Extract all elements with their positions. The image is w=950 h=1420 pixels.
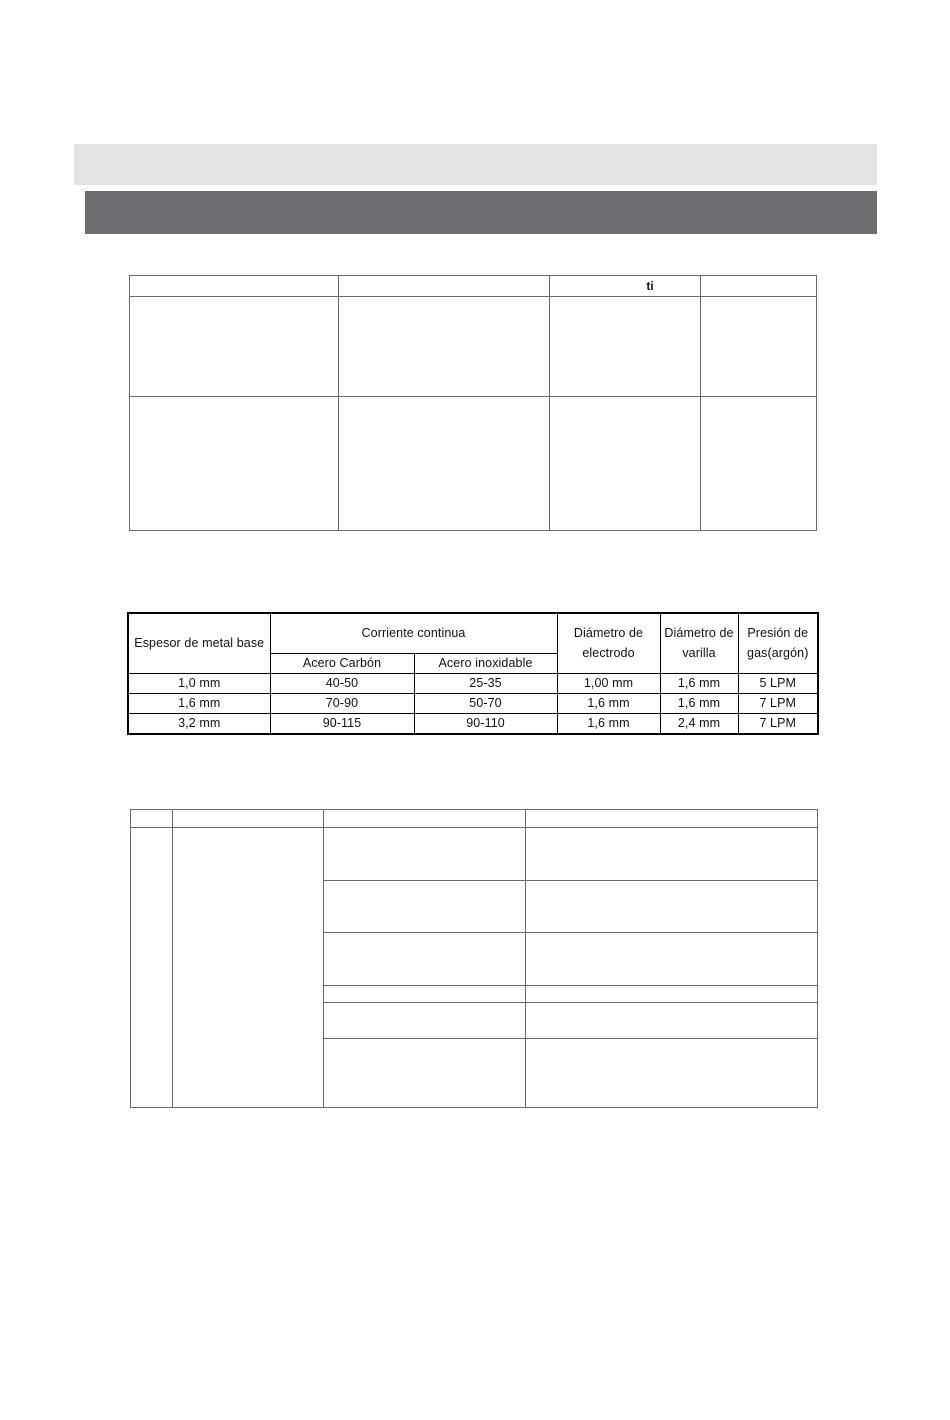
table-specifications (129, 275, 817, 531)
table-cell (324, 1003, 526, 1039)
table-troubleshooting (130, 809, 818, 1108)
table-cell (526, 986, 818, 1003)
cell-carbon: 90-115 (270, 713, 414, 734)
table-cell (550, 297, 701, 397)
table-cell (324, 881, 526, 933)
table-cell (526, 810, 818, 828)
table-cell (173, 810, 324, 828)
table-cell (526, 1003, 818, 1039)
table-cell (701, 297, 817, 397)
table-cell (339, 297, 550, 397)
table-row (130, 297, 817, 397)
cell-rod: 1,6 mm (660, 673, 738, 693)
header-direct-current: Corriente continua (270, 613, 557, 653)
cell-electrode: 1,6 mm (557, 693, 660, 713)
table1-header-cell-4 (701, 276, 817, 297)
table-cell (130, 297, 339, 397)
table-cell (324, 828, 526, 881)
table-row (128, 673, 818, 693)
table-cell (324, 933, 526, 986)
section-title-bar (85, 191, 877, 234)
header-stainless-steel: Acero inoxidable (414, 653, 557, 673)
cell-thickness: 3,2 mm (128, 713, 270, 734)
cell-carbon: 70-90 (270, 693, 414, 713)
header-electrode-diameter: Diámetro de electrodo (557, 613, 660, 673)
table-cell (131, 810, 173, 828)
table-cell (701, 397, 817, 531)
cell-thickness: 1,6 mm (128, 693, 270, 713)
table-cell (324, 810, 526, 828)
table-cell (526, 881, 818, 933)
table-welding-parameters (127, 612, 819, 735)
table-row (128, 693, 818, 713)
table-row (131, 828, 818, 881)
header-rod-diameter: Diámetro de varilla (660, 613, 738, 673)
table-cell (130, 397, 339, 531)
cell-gas: 7 LPM (738, 713, 818, 734)
cell-stainless: 50-70 (414, 693, 557, 713)
cell-rod: 1,6 mm (660, 693, 738, 713)
cell-rod: 2,4 mm (660, 713, 738, 734)
table-header-row (130, 276, 817, 297)
cell-gas: 7 LPM (738, 693, 818, 713)
table-row (128, 713, 818, 734)
table-cell (526, 1039, 818, 1108)
table-cell (324, 1039, 526, 1108)
section-header-bar (74, 144, 877, 185)
table-header-row (128, 613, 818, 653)
cell-gas: 5 LPM (738, 673, 818, 693)
table1-header-cell-3: ti (550, 276, 701, 297)
table-row (130, 397, 817, 531)
table-cell (339, 397, 550, 531)
table-cell (131, 828, 173, 1108)
cell-stainless: 90-110 (414, 713, 557, 734)
table-cell (173, 828, 324, 1108)
cell-electrode: 1,6 mm (557, 713, 660, 734)
table1-header-cell-2 (339, 276, 550, 297)
cell-thickness: 1,0 mm (128, 673, 270, 693)
header-carbon-steel: Acero Carbón (270, 653, 414, 673)
cell-electrode: 1,00 mm (557, 673, 660, 693)
table-cell (550, 397, 701, 531)
header-gas-pressure: Presión de gas(argón) (738, 613, 818, 673)
cell-carbon: 40-50 (270, 673, 414, 693)
header-base-metal-thickness: Espesor de metal base (128, 613, 270, 673)
cell-stainless: 25-35 (414, 673, 557, 693)
table-header-row (131, 810, 818, 828)
table1-header-cell-1 (130, 276, 339, 297)
table-cell (526, 933, 818, 986)
table-cell (324, 986, 526, 1003)
table-cell (526, 828, 818, 881)
